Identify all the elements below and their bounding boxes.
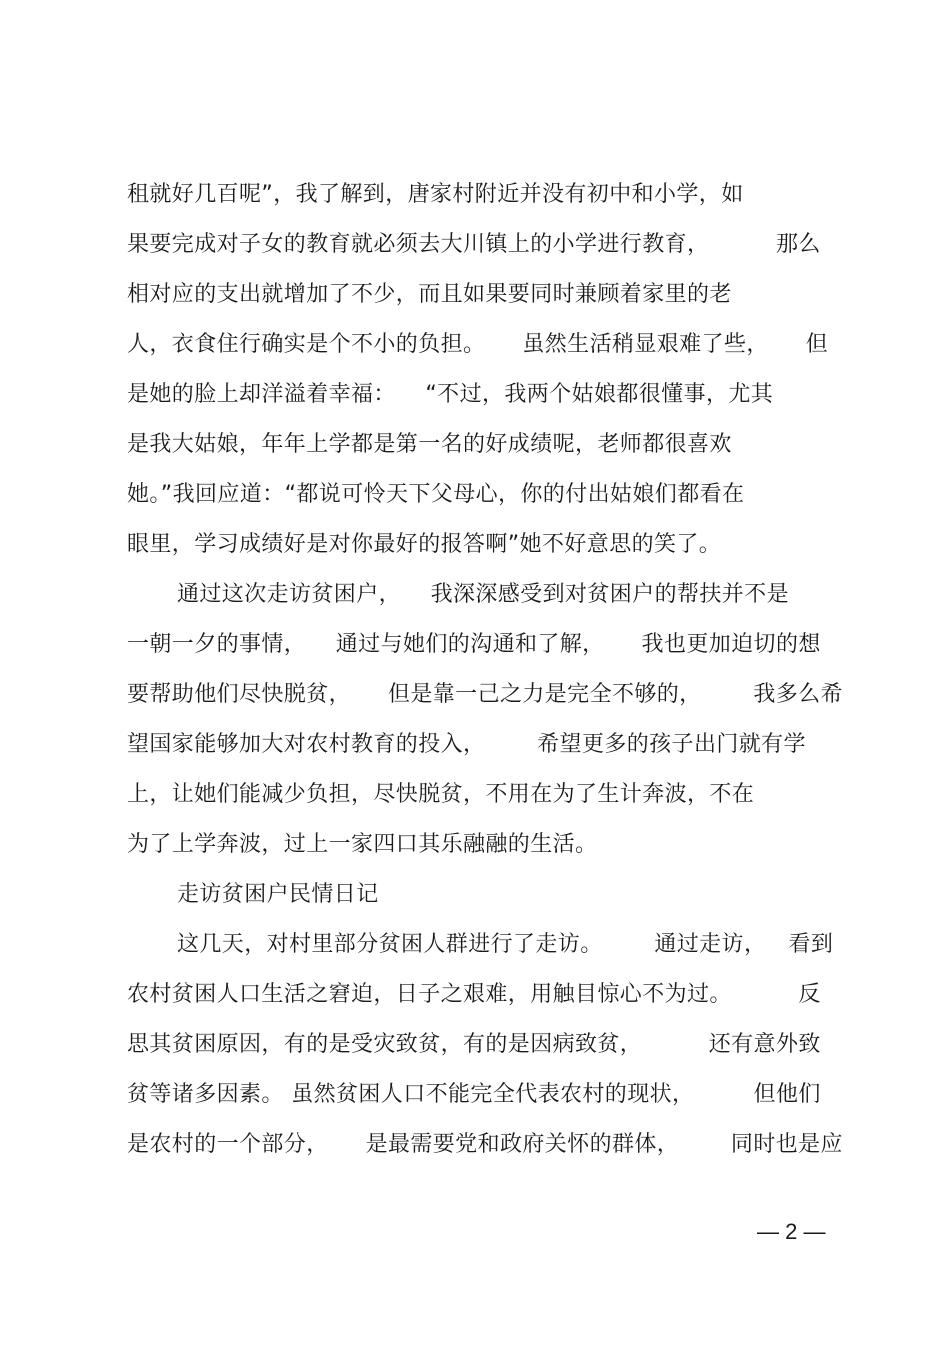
text-line: 要帮助他们尽快脱贫， 但是靠一己之力是完全不够的， 我多么希	[127, 682, 843, 707]
text-line: 她。”我回应道：“都说可怜天下父母心，你的付出姑娘们都看在	[127, 482, 745, 507]
section-title: 走访贫困户民情日记	[177, 882, 379, 907]
text-line: 一朝一夕的事情， 通过与她们的沟通和了解， 我也更加迫切的想	[127, 632, 821, 657]
text-line: 是我大姑娘，年年上学都是第一名的好成绩呢，老师都很喜欢	[127, 432, 732, 457]
text-line: 农村贫困人口生活之窘迫，日子之艰难，用触目惊心不为过。 反	[127, 982, 821, 1007]
text-line: 思其贫困原因，有的是受灾致贫，有的是因病致贫， 还有意外致	[127, 1032, 821, 1057]
text-line: 上，让她们能减少负担，尽快脱贫，不用在为了生计奔波，不在	[127, 782, 755, 807]
text-line: 是农村的一个部分， 是最需要党和政府关怀的群体， 同时也是应	[127, 1132, 843, 1157]
text-line: 眼里，学习成绩好是对你最好的报答啊”她不好意思的笑了。	[127, 532, 722, 557]
text-line: 贫等诸多因素。 虽然贫困人口不能完全代表农村的现状， 但他们	[127, 1082, 821, 1107]
paragraph-first-line: 这几天，对村里部分贫困人群进行了走访。 通过走访， 看到	[177, 932, 834, 957]
text-line: 望国家能够加大对农村教育的投入， 希望更多的孩子出门就有学	[127, 732, 806, 757]
text-line: 人，衣食住行确实是个不小的负担。 虽然生活稍显艰难了些， 但	[127, 332, 829, 357]
text-line: 是她的脸上却洋溢着幸福： “不过，我两个姑娘都很懂事，尤其	[127, 382, 774, 407]
text-line: 为了上学奔波，过上一家四口其乐融融的生活。	[127, 832, 598, 857]
text-line: 果要完成对子女的教育就必须去大川镇上的小学进行教育， 那么	[127, 232, 821, 257]
text-line: 租就好几百呢”，我了解到，唐家村附近并没有初中和小学，如	[127, 182, 744, 207]
page-number: — 2 —	[757, 1219, 826, 1244]
paragraph-first-line: 通过这次走访贫困户， 我深深感受到对贫困户的帮扶并不是	[177, 582, 789, 607]
text-line: 相对应的支出就增加了不少，而且如果要同时兼顾着家里的老	[127, 282, 732, 307]
